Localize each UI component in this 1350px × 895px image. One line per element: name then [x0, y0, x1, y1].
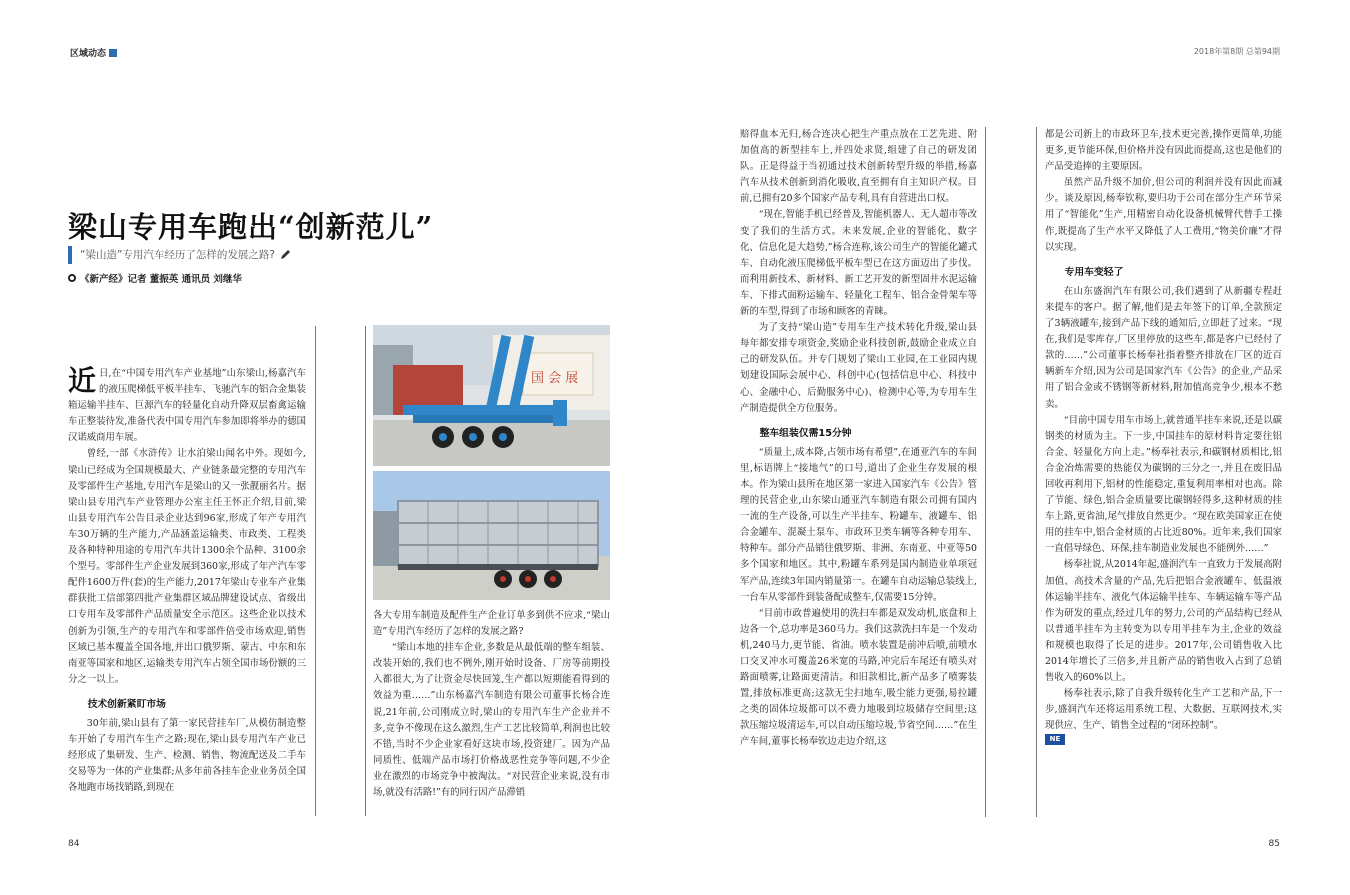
col4-paragraph-6: 杨奉社表示,除了自我升级转化生产工艺和产品,下一步,盛润汽车还将运用系统工程、大数据、互联网技术,实现供应、生产、销售全过程的“闭环控制”。 [1045, 688, 1282, 732]
col2-paragraph-1: 各大专用车制造及配件生产企业订单多到供不应求,“梁山造”专用汽车经历了怎样的发展之路? [373, 610, 610, 638]
photo-cage-trailer [373, 471, 610, 600]
section-label [70, 46, 117, 59]
article-column-3 [740, 127, 977, 817]
col3-paragraph-2: “现在,智能手机已经普及,智能机器人、无人超市等改变了我们的生活方式。未来发展,企业的智能化、数字化、信息化是大趋势,”杨合连称,该公司生产的智能化罐式车、自动化液压爬梯低平板车型已在这方面迈出了步伐。而利用新技术、新材料、新工艺开发的新型固井水泥运输车、下排式面粉运输车、轻量化工程车、铝合金骨架车等新的车型,得到了市场和顾客的青睐。 [740, 209, 977, 318]
section-label-text: 区域动态 [70, 49, 107, 59]
article-byline [68, 271, 242, 285]
column-divider-3 [985, 127, 986, 817]
col2-paragraph-2: “梁山本地的挂车企业,多数是从最低端的整车组装、改装开始的,我们也不例外,刚开始时设备、厂房等前期投入都很大,为了让资金尽快回笼,生产都以短期能看得到的效益为重……”山东杨嘉汽车制造有限公司董事长杨合连说,21年前,公司刚成立时,梁山的专用汽车生产企业并不多,竞争不像现在这么激烈,生产工艺比较简单,利润也比较不错,当时不少企业家看好这块市场,投资建厂。因为产品同质性、低端产品市场打价格战恶性竞争等问题,不少企业在激烈的市场竞争中被淘汰。“对民营企业来说,没有市场,就没有活路!”有的同行因产品滞销 [373, 642, 610, 799]
banner-text: 国 会 展 [531, 371, 579, 386]
col3-heading: 整车组装仅需15分钟 [759, 427, 852, 439]
article-column-4 [1045, 127, 1282, 817]
page-number-left: 84 [68, 839, 80, 849]
dropcap: 近 [68, 366, 97, 397]
col4-heading: 专用车变轻了 [1064, 266, 1124, 278]
subtitle-text: “梁山造”专用汽车经历了怎样的发展之路? [80, 249, 275, 261]
col3-paragraph-3: 为了支持“梁山造”专用车生产技术转化升级,梁山县每年都安排专项资金,奖励企业科技创新,鼓励企业成立自己的研发队伍。并专门规划了梁山工业园,在工业园内规划建设国际会展中心、科创中心(包括信息中心、科技中心、金融中心、后勤服务中心)、检测中心等,为专用车生产制造提供全方位服务。 [740, 322, 977, 414]
page-number-right: 85 [1268, 839, 1280, 849]
col3-paragraph-5: “目前市政普遍使用的洗扫车都是双发动机,底盘和上边各一个,总功率是360马力。我们这款洗扫车是一个发动机,240马力,更节能、省油。喷水装置是前冲后喷,前喷水口交叉冲水可覆盖26米宽的马路,冲完后车尾还有喷头对路面喷雾,让路面更清洁。和旧款相比,新产品多了喷雾装置,排放标准更高;这款无尘扫地车,吸尘能力更强,易拉罐之类的固体垃圾都可以不费力地吸到垃圾储存空间里;这款压缩垃圾清运车,可以自动压缩垃圾,节省空间……”在生产车间,董事长杨奉钦边走边介绍,这 [740, 607, 977, 748]
col4-paragraph-2: 虽然产品升级不加价,但公司的利润并没有因此而减少。谈及原因,杨奉钦称,要归功于公司在部分生产环节采用了“智能化”生产,用精密自动化设备机械臂代替手工操作,既提高了生产水平又降低了人工费用,“物美价廉”才得以实现。 [1045, 177, 1282, 253]
article-title: 梁山专用车跑出“创新范儿” [68, 210, 434, 244]
end-logo: NE [1045, 734, 1065, 745]
section-square-icon [109, 49, 117, 57]
col1-p1-text: 日,在“中国专用汽车产业基地”山东梁山,杨嘉汽车的液压爬梯低平板半挂车、飞驰汽车的铝合金集装箱运输半挂车、巨源汽车的轻量化自动升降双层畜禽运输车正整装待发,准备代表中国专用汽车参加即将举办的德国汉诺威商用车展。 [68, 368, 306, 444]
col4-paragraph-3: 在山东盛润汽车有限公司,我们遇到了从新疆专程赶来提车的客户。据了解,他们是去年签下的订单,全款预定了3辆液罐车,接到产品下线的通知后,立即赶了过来。“现在,我们是零库存,厂区里停放的这些车,都是客户已经付了款的……”公司董事长杨奉社指着整齐排放在厂区的近百辆新车介绍,因为公司是国家汽车《公告》的企业,产品采用了铝合金或不锈钢等新材料,附加值高竞争少,根本不愁卖。 [1045, 285, 1282, 410]
col1-heading: 技术创新紧盯市场 [87, 698, 166, 710]
col1-paragraph-2: 曾经,一部《水浒传》让水泊梁山闻名中外。现如今,梁山已经成为全国规模最大、产业链条最完整的专用汽车及零部件生产基地,专用汽车是梁山的又一张靓丽名片。据梁山县专用汽车产业管理办公室主任王怀正介绍,目前,梁山县专用汽车公告目录企业达到96家,形成了年产专用汽车30万辆的生产能力,产品涵盖运输类、市政类、工程类及各种特种用途的专用汽车共计1300余个品种、3100余个型号。零部件生产企业发展到360家,形成了年产汽车零配件1600万件(套)的生产能力,2017年梁山专业车产业集群获批工信部第四批产业集群区域品牌建设试点、省级出口专用车及零部件产品质量安全示范区。这些企业以技术创新为引领,生产的专用汽车和零部件倍受市场欢迎,销售区域已基本覆盖全国各地,并出口俄罗斯、蒙古、中东和东南亚等国家和地区,运输类专用汽车占领全国市场份额的三分之一以上。 [68, 448, 306, 685]
pen-icon [279, 249, 291, 261]
byline-text: 《新产经》记者 董振英 通讯员 刘继华 [80, 274, 242, 285]
col4-paragraph-5: 杨奉社说,从2014年起,盛润汽车一直致力于发展高附加值、高技术含量的产品,先后把铝合金液罐车、低温液体运输半挂车、液化气体运输半挂车、车辆运输车等产品作为研发的重点,经过几年的努力,公司的产品结构已经从以普通半挂车为主转变为以专用半挂车为主,企业的效益和规模也取得了长足的进步。2017年,公司销售收入比2014年增长了三倍多,并且新产品的销售收入占到了总销售收入的60%以上。 [1045, 559, 1282, 684]
photo-lowbed-trailer [373, 325, 610, 466]
article-subtitle [68, 246, 291, 264]
col4-paragraph-1: 都是公司新上的市政环卫车,技术更完善,操作更简单,功能更多,更节能环保,但价格并没有因此而提高,这也是他们的产品受追捧的主要原因。 [1045, 129, 1282, 173]
issue-number: 2018年第8期 总第94期 [1193, 47, 1280, 56]
article-column-1 [68, 366, 306, 816]
col4-paragraph-4: “目前中国专用车市场上,就普通半挂车来说,还是以碳钢类的材质为主。下一步,中国挂车的原材料肯定要往铝合金、轻量化方向上走。”杨奉社表示,和碳钢材质相比,铝合金冶炼需要的热能仅为碳钢的三分之一,并且在废旧品回收再利用下,铝材的性能稳定,重复利用率相对也高。除了节能、绿色,铝合金质量要比碳钢轻得多,这种材质的挂车上路,更省油,尾气排放自然更少。“现在欧美国家正在使用的挂车中,铝合金材质的占比近80%。近年来,我们国家一直倡导绿色、环保,挂车制造业发展也不能例外……” [1045, 414, 1282, 555]
col3-paragraph-4: “质量上,成本降,占领市场有希望”,在通亚汽车的车间里,标语牌上“接地气”的口号,道出了企业生存发展的根本。作为梁山县所在地区第一家进入国家汽车《公告》管理的民营企业,山东梁山通亚汽车制造有限公司拥有国内一流的生产设备,可以生产半挂车、粉罐车、液罐车、铝合金罐车、混凝土泵车、市政环卫类车辆等各种专用车、特种车。部分产品销往俄罗斯、非洲、东南亚、中亚等50多个国家和地区。其中,粉罐车系列是国内制造业单项冠军产品,连续3年国内销量第一。在罐车自动运输总装线上,一台车从零部件到装备配成整车,仅需要15分钟。 [740, 446, 977, 603]
column-divider-2 [365, 326, 366, 816]
byline-circle-icon [68, 274, 76, 282]
col3-paragraph-1: 赔得血本无归,杨合连决心把生产重点放在工艺先进、附加值高的新型挂车上,并四处求贤,组建了自己的研发团队。正是得益于当初通过技术创新转型升级的举措,杨嘉汽车从技术创新到消化吸收,直至拥有自主知识产权。目前,已拥有20多个国家产品专利,具有自营进出口权。 [740, 129, 977, 205]
col1-paragraph-1 [68, 366, 306, 446]
column-divider-4 [1036, 127, 1037, 817]
col1-paragraph-3: 30年前,梁山县有了第一家民营挂车厂,从模仿制造整车开始了专用汽车生产之路;现在,梁山县专用汽车产业已经形成了集研发、生产、检测、销售、物流配送及二手车交易等为一体的产业集群;从多年前各挂车企业业务员全国各地跑市场找销路,到现在 [68, 717, 306, 794]
column-divider-1 [315, 326, 316, 816]
article-column-2 [373, 608, 610, 818]
